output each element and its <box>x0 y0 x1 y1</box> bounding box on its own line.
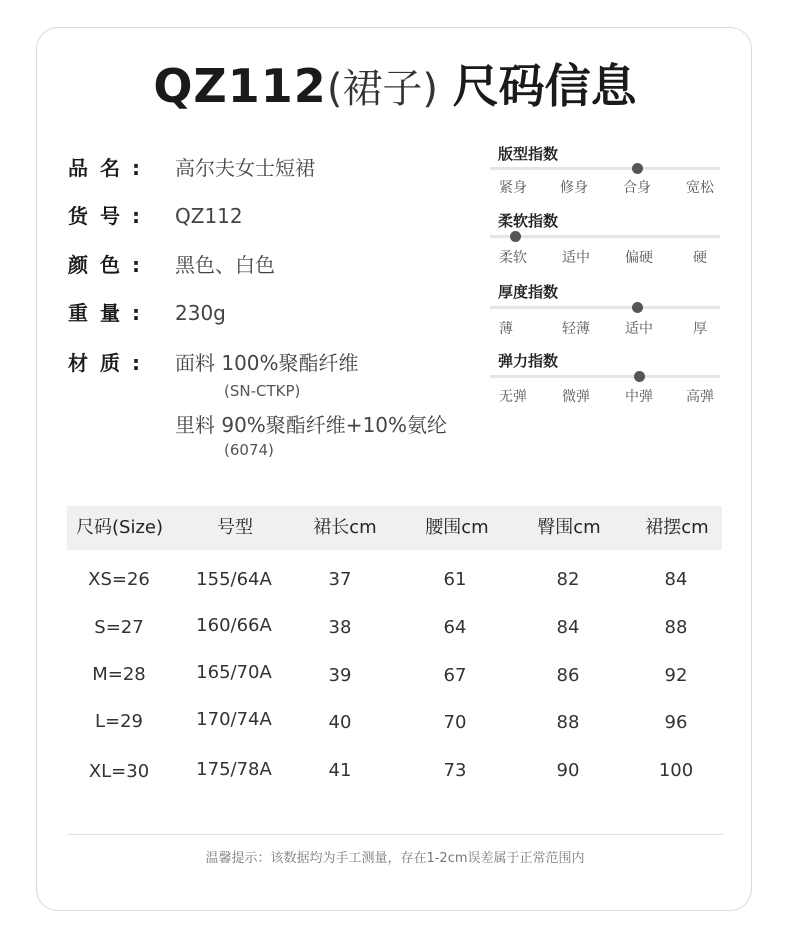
table-cell: 90 <box>556 760 580 781</box>
page-title <box>0 56 790 119</box>
scale-track <box>490 167 720 170</box>
scale-option: 合身 <box>623 180 651 196</box>
info-label: 货号: <box>68 204 152 228</box>
scale-option: 微弹 <box>562 389 590 405</box>
lining-value: 里料 90%聚酯纤维+10%氨纶 <box>175 413 448 437</box>
scale-track <box>490 306 720 309</box>
table-cell: 40 <box>328 712 352 733</box>
table-cell: 86 <box>556 665 580 686</box>
table-cell: L=29 <box>94 711 143 732</box>
scale-option: 硬 <box>693 250 707 266</box>
table-cell: 84 <box>664 569 688 590</box>
scale-option: 无弹 <box>499 389 527 405</box>
table-cell: 37 <box>328 569 352 590</box>
scale-option: 偏硬 <box>625 250 653 266</box>
column-header-model: 号型 <box>217 517 253 538</box>
scale-option: 厚 <box>693 321 707 337</box>
table-cell: 70 <box>443 712 467 733</box>
scale-option: 适中 <box>562 250 590 266</box>
scale-option: 修身 <box>560 180 588 196</box>
column-header-hem: 裙摆cm <box>645 517 709 538</box>
table-cell: 100 <box>658 760 694 781</box>
table-cell: 41 <box>328 760 352 781</box>
column-header-waist: 腰围cm <box>425 517 489 538</box>
table-cell: 175/78A <box>196 759 272 780</box>
table-cell: 96 <box>664 712 688 733</box>
footer-divider <box>67 834 723 835</box>
scale-indicator-dot <box>632 302 643 313</box>
table-cell: 92 <box>664 665 688 686</box>
scale-option: 轻薄 <box>562 321 590 337</box>
scale-option: 中弹 <box>625 389 653 405</box>
table-cell: 155/64A <box>196 569 272 590</box>
info-value: 面料 100%聚酯纤维 <box>175 351 359 375</box>
scale-title-softness: 柔软指数 <box>498 212 559 230</box>
table-cell: 88 <box>556 712 580 733</box>
table-cell: 38 <box>328 617 352 638</box>
table-cell: 160/66A <box>196 615 272 636</box>
scale-track <box>490 235 720 238</box>
column-header-hip: 臀围cm <box>537 517 601 538</box>
lining-code: (6074) <box>224 441 274 459</box>
scale-indicator-dot <box>510 231 521 242</box>
fabric-code: (SN-CTKP) <box>224 382 301 400</box>
table-cell: 88 <box>664 617 688 638</box>
scale-track <box>490 375 720 378</box>
table-cell: 67 <box>443 665 467 686</box>
scale-title-fit: 版型指数 <box>498 145 559 163</box>
info-label: 材质: <box>68 351 152 375</box>
scale-option: 薄 <box>499 321 513 337</box>
table-cell: 73 <box>443 760 467 781</box>
info-value: QZ112 <box>175 204 243 228</box>
table-cell: XL=30 <box>88 761 150 782</box>
size-info-title: 尺码信息 <box>452 59 637 113</box>
table-cell: 170/74A <box>196 709 272 730</box>
product-code-title: QZ112 <box>153 59 327 113</box>
scale-option: 柔软 <box>499 250 527 266</box>
scale-indicator-dot <box>634 371 645 382</box>
table-cell: 84 <box>556 617 580 638</box>
table-cell: M=28 <box>92 664 146 685</box>
column-header-size: 尺码(Size) <box>76 517 163 538</box>
scale-option: 高弹 <box>686 389 714 405</box>
table-cell: XS=26 <box>88 569 150 590</box>
info-label: 颜色: <box>68 253 152 277</box>
column-header-length: 裙长cm <box>313 517 377 538</box>
lining-text <box>175 410 447 440</box>
table-cell: 82 <box>556 569 580 590</box>
info-label: 重量: <box>68 301 152 325</box>
table-cell: 64 <box>443 617 467 638</box>
scale-title-elasticity: 弹力指数 <box>498 352 559 370</box>
scale-title-thickness: 厚度指数 <box>498 283 559 301</box>
product-type-title: (裙子) <box>326 66 439 112</box>
table-cell: 39 <box>328 665 352 686</box>
table-cell: S=27 <box>94 617 144 638</box>
info-value: 黑色、白色 <box>175 253 275 277</box>
info-label: 品名: <box>68 156 152 180</box>
info-value: 230g <box>175 301 226 325</box>
table-cell: 61 <box>443 569 467 590</box>
table-cell: 165/70A <box>196 662 272 683</box>
scale-option: 适中 <box>625 321 653 337</box>
info-value: 高尔夫女士短裙 <box>175 156 315 180</box>
scale-option: 宽松 <box>686 180 714 196</box>
scale-option: 紧身 <box>499 180 527 196</box>
measurement-note: 温馨提示：该数据均为手工测量，存在1-2cm误差属于正常范围内 <box>205 851 585 866</box>
scale-indicator-dot <box>632 163 643 174</box>
size-table-header <box>67 506 722 550</box>
